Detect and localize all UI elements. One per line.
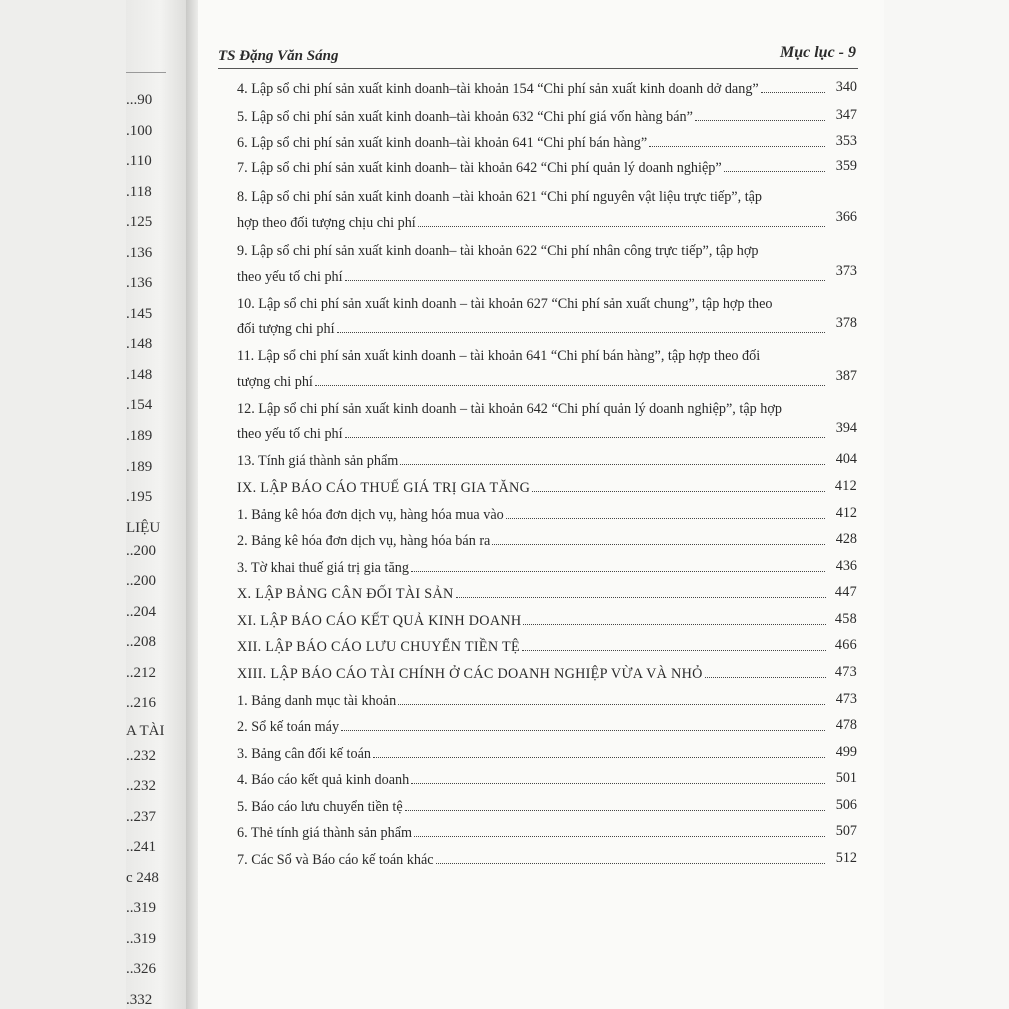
toc-entry-title: 3. Bảng cân đối kế toán	[237, 746, 371, 762]
toc-entry-title: XIII. LẬP BÁO CÁO TÀI CHÍNH Ở CÁC DOANH NGHIỆP VỪA VÀ NHỎ	[237, 666, 703, 682]
facing-page-number: .189	[126, 459, 153, 475]
toc-entry-title: 11. Lập sổ chi phí sản xuất kinh doanh – tài khoản 641 “Chi phí bán hàng”, tập hợp theo đối	[237, 348, 761, 364]
toc-entry-continuation[interactable]	[237, 368, 857, 391]
toc-page-number: 512	[835, 850, 857, 866]
toc-entry-title-cont: theo yếu tố chi phí	[237, 426, 343, 442]
facing-page-number: .148	[126, 336, 153, 352]
leader-dots	[724, 171, 825, 172]
leader-dots	[705, 677, 826, 678]
leader-dots	[695, 120, 825, 121]
toc-entry[interactable]	[237, 638, 857, 656]
toc-page-number: 373	[835, 263, 857, 279]
facing-page-number: ..319	[126, 900, 156, 916]
page-header	[218, 44, 858, 66]
facing-page-strip	[126, 0, 188, 1009]
toc-page-number: 366	[835, 209, 857, 225]
toc-page-number: 466	[834, 637, 857, 653]
facing-page-number: .110	[126, 153, 152, 169]
toc-page-number: 458	[834, 611, 857, 627]
leader-dots	[337, 332, 825, 333]
leader-dots	[761, 92, 825, 93]
toc-page-number: 473	[835, 691, 857, 707]
facing-page-number: .148	[126, 367, 153, 383]
facing-page-number: ..326	[126, 961, 156, 977]
toc-entry[interactable]	[237, 692, 857, 710]
toc-entry-title-cont: tượng chi phí	[237, 374, 313, 390]
toc-page-number: 507	[835, 823, 857, 839]
facing-page-number: ..216	[126, 695, 156, 711]
toc-page-number: 473	[834, 664, 857, 680]
header-author: TS Đặng Văn Sáng	[218, 48, 339, 64]
toc-entry[interactable]	[237, 108, 857, 126]
facing-page-number: ..200	[126, 543, 156, 559]
leader-dots	[456, 597, 826, 598]
facing-page-number: .136	[126, 245, 153, 261]
toc-entry[interactable]	[237, 479, 857, 497]
facing-page-number: ..204	[126, 604, 156, 620]
facing-page-number: .100	[126, 123, 153, 139]
facing-page-number: ..241	[126, 839, 156, 855]
toc-entry-title: 7. Lập sổ chi phí sản xuất kinh doanh– tài khoản 642 “Chi phí quản lý doanh nghiệp”	[237, 160, 722, 176]
facing-page-number: .118	[126, 184, 152, 200]
toc-page-number: 436	[835, 558, 857, 574]
toc-entry-title: XII. LẬP BÁO CÁO LƯU CHUYỂN TIỀN TỆ	[237, 639, 520, 655]
toc-entry-title: 1. Bảng kê hóa đơn dịch vụ, hàng hóa mua vào	[237, 507, 504, 523]
toc-page-number: 499	[835, 744, 857, 760]
toc-entry-title: 10. Lập sổ chi phí sản xuất kinh doanh – tài khoản 627 “Chi phí sản xuất chung”, tập hợp theo	[237, 296, 773, 312]
facing-page-number: ..319	[126, 931, 156, 947]
toc-page-number: 412	[835, 505, 857, 521]
left-margin	[0, 0, 126, 1009]
leader-dots	[492, 544, 825, 545]
toc-entry-continuation[interactable]	[237, 263, 857, 286]
toc-entry[interactable]	[237, 851, 857, 869]
facing-page-number: .189	[126, 428, 153, 444]
facing-page-number: .145	[126, 306, 153, 322]
leader-dots	[523, 624, 826, 625]
toc-entry[interactable]	[237, 134, 857, 152]
toc-entry[interactable]	[237, 347, 857, 365]
leader-dots	[345, 280, 825, 281]
toc-page-number: 394	[835, 420, 857, 436]
facing-page-number: ..232	[126, 778, 156, 794]
facing-page-number: A TÀI	[126, 723, 165, 739]
facing-page-number: ..208	[126, 634, 156, 650]
toc-entry-continuation[interactable]	[237, 209, 857, 232]
toc-page-number: 447	[834, 584, 857, 600]
toc-page-number: 353	[835, 133, 857, 149]
facing-page-number: ..212	[126, 665, 156, 681]
facing-page-number: .136	[126, 275, 153, 291]
toc-entry-title: 7. Các Sổ và Báo cáo kế toán khác	[237, 852, 434, 868]
leader-dots	[411, 571, 825, 572]
toc-entry[interactable]	[237, 612, 857, 630]
toc-page-number: 501	[835, 770, 857, 786]
leader-dots	[649, 146, 825, 147]
leader-dots	[373, 757, 825, 758]
toc-entry-title: 2. Sổ kế toán máy	[237, 719, 340, 735]
facing-page-number: LIỆU	[126, 520, 161, 536]
toc-entry[interactable]	[237, 824, 857, 842]
toc-entry-title-cont: theo yếu tố chi phí	[237, 269, 343, 285]
toc-entry[interactable]	[237, 532, 857, 550]
toc-entry-title: 4. Báo cáo kết quả kinh doanh	[237, 772, 410, 788]
toc-page-number: 412	[834, 478, 857, 494]
toc-entry[interactable]	[237, 295, 857, 313]
toc-entry-title: XI. LẬP BÁO CÁO KẾT QUẢ KINH DOANH	[237, 613, 522, 629]
toc-entry-title: 9. Lập sổ chi phí sản xuất kinh doanh– tài khoản 622 “Chi phí nhân công trực tiếp”, tập hợp	[237, 243, 759, 259]
facing-page-number: ..232	[126, 748, 156, 764]
toc-entry-title: 13. Tính giá thành sản phẩm	[237, 453, 399, 469]
toc-page-number: 340	[835, 79, 857, 95]
leader-dots	[400, 464, 824, 465]
leader-dots	[418, 226, 825, 227]
toc-entry[interactable]	[237, 585, 857, 603]
toc-entry-continuation[interactable]	[237, 420, 857, 443]
toc-entry-title: 12. Lập sổ chi phí sản xuất kinh doanh – tài khoản 642 “Chi phí quản lý doanh nghiệp”, tập hợp	[237, 401, 782, 417]
facing-page-number: ...90	[126, 92, 153, 108]
facing-page-number: .195	[126, 489, 153, 505]
right-margin	[884, 0, 1009, 1009]
toc-entry[interactable]	[237, 559, 857, 577]
toc-page-number: 387	[835, 368, 857, 384]
leader-dots	[532, 491, 825, 492]
leader-dots	[341, 730, 825, 731]
toc-entry[interactable]	[237, 242, 857, 260]
leader-dots	[522, 650, 826, 651]
leader-dots	[411, 783, 825, 784]
facing-page-rule	[126, 72, 166, 73]
toc-entry[interactable]	[237, 188, 857, 206]
facing-page-number: ..200	[126, 573, 156, 589]
toc-entry-title: 8. Lập sổ chi phí sản xuất kinh doanh –tài khoản 621 “Chi phí nguyên vật liệu trực tiếp”, tập	[237, 189, 763, 205]
toc-entry[interactable]	[237, 771, 857, 789]
toc-entry[interactable]	[237, 400, 857, 418]
facing-page-number: .154	[126, 397, 153, 413]
leader-dots	[436, 863, 825, 864]
toc-page	[198, 0, 884, 1009]
header-rule	[218, 68, 858, 69]
leader-dots	[345, 437, 825, 438]
toc-page-number: 347	[835, 107, 857, 123]
facing-page-number: .125	[126, 214, 153, 230]
toc-entry[interactable]	[237, 798, 857, 816]
toc-entry[interactable]	[237, 718, 857, 736]
leader-dots	[506, 518, 825, 519]
toc-entry-title: 1. Bảng danh mục tài khoản	[237, 693, 397, 709]
toc-entry-title: 4. Lập sổ chi phí sản xuất kinh doanh–tài khoản 154 “Chi phí sản xuất kinh doanh dở dang”	[237, 81, 759, 97]
leader-dots	[414, 836, 825, 837]
toc-entry[interactable]	[237, 80, 857, 98]
leader-dots	[315, 385, 825, 386]
toc-entry-title: X. LẬP BẢNG CÂN ĐỐI TÀI SẢN	[237, 586, 454, 602]
toc-page-number: 359	[835, 158, 857, 174]
facing-page-number: ..237	[126, 809, 156, 825]
toc-entry[interactable]	[237, 665, 857, 683]
toc-page-number: 404	[835, 451, 857, 467]
toc-page-number: 378	[835, 315, 857, 331]
facing-page-number: c 248	[126, 870, 159, 886]
toc-page-number: 478	[835, 717, 857, 733]
toc-entry-title: 3. Tờ khai thuế giá trị gia tăng	[237, 560, 409, 576]
toc-entry-title-cont: đối tượng chi phí	[237, 321, 335, 337]
toc-entry-continuation[interactable]	[237, 315, 857, 338]
toc-entry-title: 5. Báo cáo lưu chuyển tiền tệ	[237, 799, 403, 815]
toc-entry-title: 6. Thẻ tính giá thành sản phẩm	[237, 825, 413, 841]
toc-entry-title-cont: hợp theo đối tượng chịu chi phí	[237, 215, 416, 231]
toc-entry-title: 5. Lập sổ chi phí sản xuất kinh doanh–tài khoản 632 “Chi phí giá vốn hàng bán”	[237, 109, 693, 125]
toc-entry[interactable]	[237, 159, 857, 177]
toc-entry-title: 2. Bảng kê hóa đơn dịch vụ, hàng hóa bán ra	[237, 533, 491, 549]
toc-entry-title: 6. Lập sổ chi phí sản xuất kinh doanh–tài khoản 641 “Chi phí bán hàng”	[237, 135, 648, 151]
toc-page-number: 506	[835, 797, 857, 813]
header-section: Mục lục - 9	[780, 44, 856, 61]
toc-entry[interactable]	[237, 452, 857, 470]
toc-entry-title: IX. LẬP BÁO CÁO THUẾ GIÁ TRỊ GIA TĂNG	[237, 480, 531, 496]
toc-page-number: 428	[835, 531, 857, 547]
toc-entry[interactable]	[237, 506, 857, 524]
leader-dots	[398, 704, 825, 705]
leader-dots	[405, 810, 825, 811]
facing-page-number: .332	[126, 992, 153, 1008]
toc-entry[interactable]	[237, 745, 857, 763]
